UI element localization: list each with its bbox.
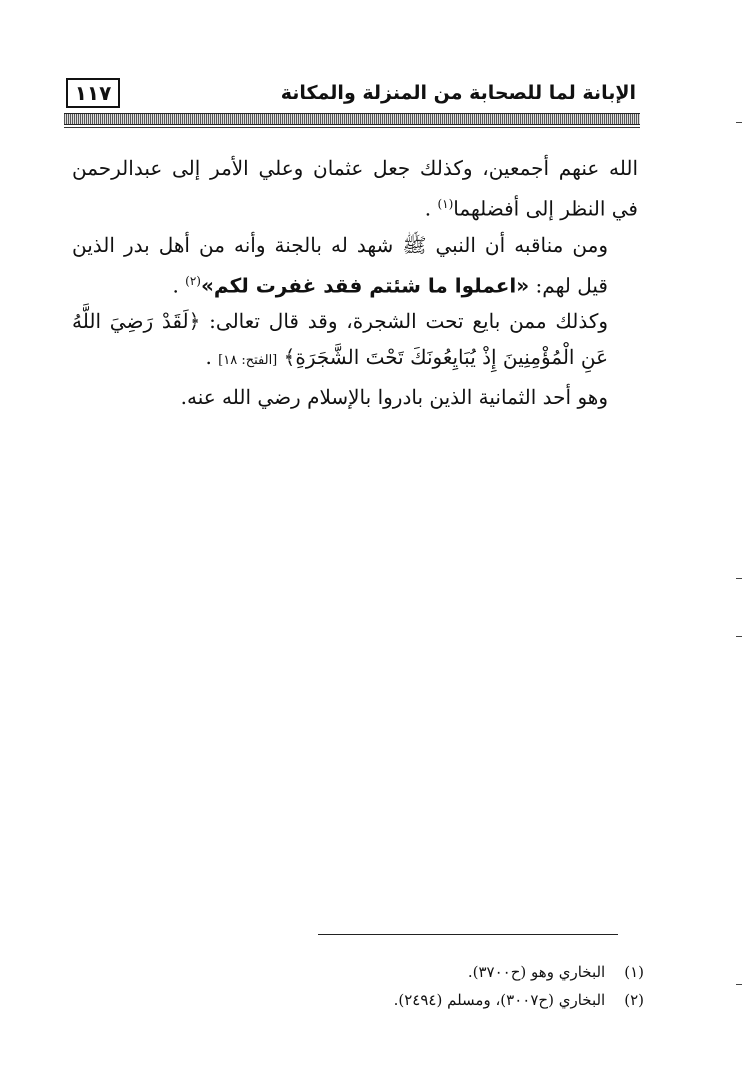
paragraph-4: [72, 379, 638, 415]
footnotes: [394, 958, 644, 1014]
header-rule: [64, 113, 640, 125]
footnote-2: [394, 986, 644, 1014]
page-number: ١١٧: [66, 78, 120, 108]
paragraph-1: [72, 150, 638, 227]
paragraph-3: [72, 303, 638, 379]
header-thin-rule: [64, 127, 640, 128]
paragraph-2: [72, 227, 638, 304]
paragraph-1-line-2: النظر إلى أفضلهما: [453, 196, 606, 221]
footnote-2-text: البخاري (ح٣٠٠٧)، ومسلم (٢٤٩٤).: [393, 991, 606, 1009]
main-text: [72, 150, 638, 415]
paragraph-4-text: وهو أحد الثمانية الذين بادروا بالإسلام رضي الله عنه.: [180, 385, 608, 410]
scan-edge-mark: [736, 984, 742, 985]
paragraph-2-end: .: [172, 273, 179, 298]
footnote-ref-2: (٢): [185, 273, 201, 288]
verse-reference: [الفتح: ١٨]: [218, 353, 278, 369]
footnote-rule: [318, 934, 618, 935]
paragraph-3-text: وكذلك ممن بايع تحت الشجرة، وقد قال تعالى:: [209, 309, 609, 334]
footnote-ref-1: (١): [437, 197, 454, 211]
scan-edge-mark: [736, 578, 742, 579]
scan-edge-mark: [736, 122, 742, 123]
scan-edge-mark: [736, 636, 742, 637]
paragraph-1-end: .: [424, 196, 432, 221]
paragraph-3-end: .: [205, 345, 212, 370]
footnote-2-number: (٢): [624, 991, 644, 1009]
footnote-1-number: (١): [624, 963, 644, 981]
quran-verse: ﴿لَقَدْ رَضِيَ اللَّهُ عَنِ الْمُؤْمِنِينَ إِذْ يُبَايِعُونَكَ تَحْتَ الشَّجَرَةِ﴾: [72, 309, 608, 370]
paragraph-2-text: ومن مناقبه أن النبي ﷺ شهد له بالجنة وأنه من أهل بدر الذين قيل لهم:: [72, 232, 608, 298]
footnote-1-text: البخاري وهو (ح٣٧٠٠).: [467, 963, 606, 981]
hadith-quote: «اعملوا ما شئتم فقد غفرت لكم»: [200, 273, 530, 298]
footnote-1: [394, 958, 644, 986]
running-title: الإبانة لما للصحابة من المنزلة والمكانة: [280, 82, 636, 104]
paragraph-1-line-1: الله عنهم أجمعين، وكذلك جعل عثمان وعلي الأمر إلى عبدالرحمن في: [72, 156, 638, 221]
